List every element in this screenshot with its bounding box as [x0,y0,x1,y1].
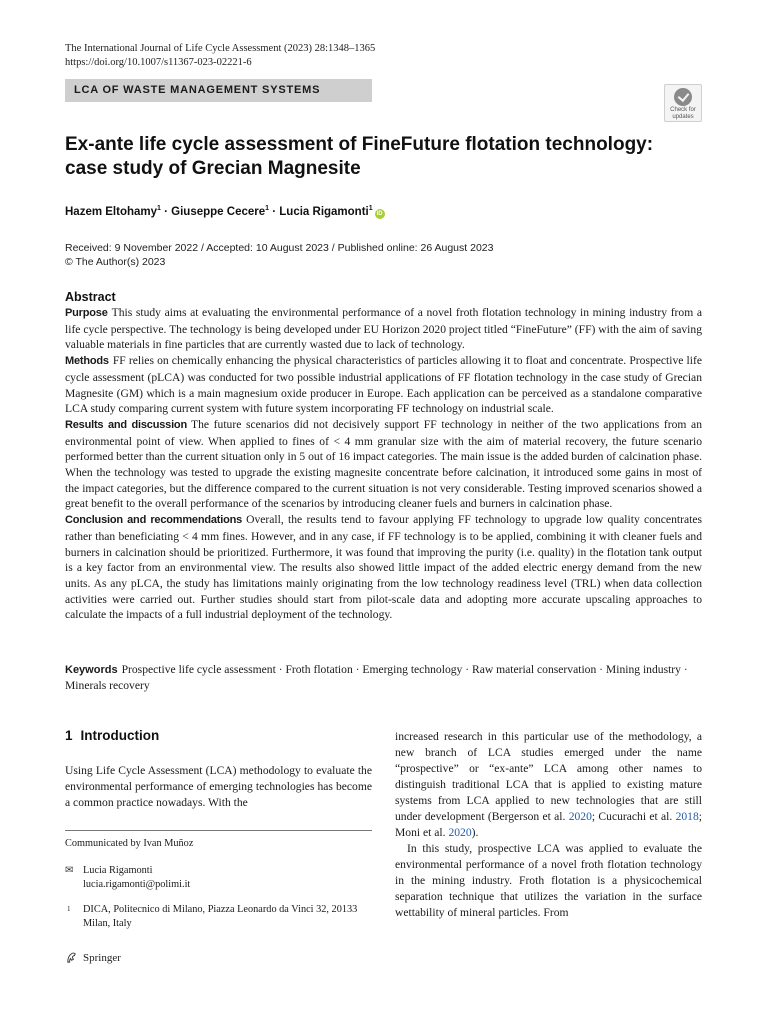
author-list: Hazem Eltohamy$^1$ · Giuseppe Cecere$^1$ · Lucia Rigamonti$^1$iD [65,205,383,218]
citation-link[interactable]: 2020 [568,810,592,823]
copyright-notice: © The Author(s) 2023 [65,256,166,268]
author-name[interactable]: Giuseppe Cecere [171,205,266,218]
abstract-purpose: Purpose This study aims at evaluating the environmental performance of a novel froth flotation technology in mining industry from a life cycle perspective. The technology is being developed under EU Horizon 2020 project titled “FineFuture” (FF) with the aim of saving valuable materials in fine particles that are currently wasted due to lack of technology. [65,306,702,352]
springer-horse-icon [65,951,78,964]
abstract-conclusion: Conclusion and recommendations Overall, the results tend to favour applying FF technology to upgrade low quality concentrates rather than beneficiating < 4 mm fines. However, and in any case, if FF technology is to be applied, combining it with cleaner fuels and burners in calcination should be prioritized. Furthermore, it was found that improving the purity (i.e. quality) in the flotation tank output is a key factor from an environmental view. The results also showed little impact of the added electric energy demand from the new units. As any pLCA, the study has limitations mainly originating from the low technology readiness level (TRL) when data collection activities were carried out. Further studies should start from pilot-scale data and adopting more accurate upscaling approaches to calculate the impacts of a full industrial deployment of the technology. [65,513,702,622]
check-updates-icon [674,88,692,106]
journal-citation: The International Journal of Life Cycle Assessment (2023) 28:1348–1365 [65,43,376,54]
doi-link[interactable]: https://doi.org/10.1007/s11367-023-02221-6 [65,57,252,68]
affiliation: DICA, Politecnico di Milano, Piazza Leonardo da Vinci 32, 20133 Milan, Italy [83,904,358,929]
communicated-by: Communicated by Ivan Muñoz [65,838,194,849]
envelope-icon: ✉ [65,865,74,876]
publication-dates: Received: 9 November 2022 / Accepted: 10 August 2023 / Published online: 26 August 2023 © The Author(s) 2023 [65,242,494,268]
author-name[interactable]: Hazem Eltohamy [65,205,158,218]
citation-link[interactable]: 2018 [675,810,699,823]
keywords: Keywords Prospective life cycle assessment · Froth flotation · Emerging technology · Raw material conservation · Mining industry · Minerals recovery [65,663,688,692]
abstract-methods: Methods FF relies on chemically enhancing the physical characteristics of particles allowing it to float and concentrate. Prospective life cycle assessment (pLCA) was conducted for two possible industrial applications of FF flotation technology in the case study of Grecian Magnesite (GM) which is a main magnesium oxide producer in Europe. Each application can be perceived as a standalone comparative LCA study comparing current system with future system incorporating FF technology on industrial scale. [65,354,702,416]
abstract-heading: Abstract [65,290,116,304]
email-link[interactable]: lucia.rigamonti@polimi.it [83,878,191,890]
intro-right-column: increased research in this particular use of the methodology, a new branch of LCA studies emerged under the name “prospective” or “ex-ante” LCA among other names to distinguish traditional LCA that is applied to existing mature systems from LCA applied to new technologies that are still under development (Bergerson et al. 2020; Cucurachi et al. 2018; Moni et al. 2020). In this study, prospective LCA was applied to evaluate the environmental performance of a novel froth flotation technology in the mining industry. Froth flotation is a physicochemical separation technique that utilizes the variation in the surface wettability of mineral particles. From [395,730,702,919]
intro-left-column: Using Life Cycle Assessment (LCA) methodology to evaluate the environmental performance of emerging technologies has become a common practice nowadays. With the [65,764,372,809]
paper-title: Ex-ante life cycle assessment of FineFuture flotation technology: case study of Grecian Magnesite [65,134,654,179]
section-banner: LCA OF WASTE MANAGEMENT SYSTEMS [65,79,372,102]
abstract-body [65,305,702,623]
orcid-icon[interactable]: iD [376,210,383,217]
affiliation-number: 1 [67,905,71,913]
abstract-results: Results and discussion The future scenarios did not decisively support FF technology in neither of the two applications from an environmental point of view. When applied to fines of < 4 mm granular size with the aim of material recovery, the future scenario performed better than the current situation only in 5 out of 16 impact categories. The main issue is the added burden of calcination phase. When the technology was tested to upgrade the existing magnesite concentrate before calcination, it introduced some gains in most of the impact categories, but the difference compared to the current situation is not very considerable. Testing improved scenarios showed a great benefit to the overall performance of the scenarios by introducing cleaner fuels and burners in calcination phase. [65,417,703,511]
check-for-updates-badge[interactable]: Check for updates [664,84,702,122]
publisher-mark: Springer [65,951,121,964]
author-name[interactable]: Lucia Rigamonti [279,205,369,218]
citation-link[interactable]: 2020 [448,826,472,839]
footnote-divider [65,830,372,831]
section-heading-introduction: 1 Introduction [65,728,160,743]
corresponding-author: Lucia Rigamonti lucia.rigamonti@polimi.it [83,865,191,890]
